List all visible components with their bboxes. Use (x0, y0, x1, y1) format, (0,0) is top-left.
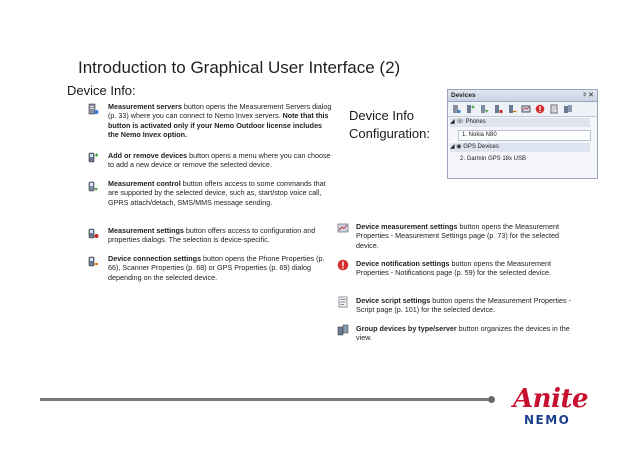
tree-group-label: Phones (465, 119, 486, 125)
panel-controls[interactable]: ᵖ ✕ (583, 92, 594, 99)
devices-panel (447, 89, 598, 179)
script-icon[interactable] (549, 104, 559, 114)
entry-text: button opens the Measurement Properties - Script page (p. 101) for the selected device. (356, 296, 571, 315)
device-measurement-settings-icon[interactable] (521, 104, 531, 114)
tree-group-phones[interactable] (450, 118, 590, 127)
entry-bold: Add or remove devices (108, 151, 188, 160)
entry-device-notification-settings (356, 259, 571, 278)
measurement-settings-icon[interactable] (493, 104, 503, 114)
device-measurement-settings-icon (337, 222, 349, 234)
entry-connection-settings (108, 254, 333, 282)
entry-text: button organizes the devices in the view. (356, 324, 570, 343)
gps-group-icon: ◉ (456, 144, 464, 150)
entry-bold: Measurement servers (108, 102, 182, 111)
entry-text: button opens the Phone Properties (p. 66), Scanner Properties (p. 68) or GPS Properties (p. 69) dialog depending on the selected device. (108, 254, 325, 282)
entry-group-devices (356, 324, 571, 343)
entry-add-remove-devices (108, 151, 333, 170)
entry-bold: Device connection settings (108, 254, 202, 263)
anite-logo: Anite (513, 384, 589, 414)
group-devices-icon[interactable] (563, 104, 573, 114)
measurement-control-icon (87, 180, 99, 192)
config-label-line2: Configuration: (349, 126, 430, 141)
phone-group-icon: ☏ (456, 119, 466, 125)
entry-text: button offers access to some commands that are supported by the selected device, such as, start/stop voice call, GPRS attach/detach, SMS/MMS message sending. (108, 179, 326, 207)
tree-group-gps[interactable] (450, 143, 590, 152)
server-icon (87, 103, 99, 115)
nemo-logo: NEMO (524, 413, 571, 427)
devices-toolbar (448, 102, 597, 117)
tree-item-nokia[interactable] (458, 130, 591, 141)
group-devices-icon (337, 324, 349, 336)
notification-icon (337, 259, 349, 271)
expand-arrow-icon[interactable]: ◢ (450, 119, 457, 125)
entry-text: button offers access to configuration and properties dialogs. The selection is device-specific. (108, 226, 316, 245)
tree-group-label: GPS Devices (463, 144, 499, 150)
entry-bold: Device notification settings (356, 259, 450, 268)
expand-arrow-icon[interactable]: ◢ (450, 144, 457, 150)
entry-text: button opens a menu where you can choose to add a new device or remove the selected device. (108, 151, 331, 170)
entry-bold: Measurement settings (108, 226, 184, 235)
device-info-config-label (349, 107, 430, 143)
entry-bold-note: Note that this button is activated only if your Nemo Outdoor license includes the Nemo Invex option. (108, 111, 329, 140)
config-label-line1: Device Info (349, 108, 415, 123)
entry-measurement-control (108, 179, 333, 207)
entry-text: button opens the Measurement Properties - Measurement Settings page (p. 73) for the selected device. (356, 222, 559, 250)
device-info-heading: Device Info: (67, 83, 136, 98)
connection-settings-icon (87, 255, 99, 267)
slide-title: Introduction to Graphical User Interface (2) (78, 58, 401, 77)
tree-item-garmin[interactable] (460, 155, 526, 164)
notification-icon[interactable] (535, 104, 545, 114)
devices-panel-title: Devices (451, 92, 476, 99)
tree-item-label: 2. Garmin GPS 18x USB (460, 156, 527, 162)
server-icon[interactable] (451, 104, 461, 114)
connection-settings-icon[interactable] (507, 104, 517, 114)
devices-panel-header (448, 90, 597, 102)
footer-divider-dot (488, 396, 495, 403)
entry-text: button opens the Measurement Servers dialog (p. 33) where you can connect to Nemo Invex servers. (108, 102, 332, 121)
measurement-control-icon[interactable] (479, 104, 489, 114)
entry-text: button opens the Measurement Properties - Notifications page (p. 59) for the selected device. (356, 259, 551, 278)
entry-bold: Group devices by type/server (356, 324, 457, 333)
entry-bold: Device measurement settings (356, 222, 458, 231)
tree-item-label: 1. Nokia N80 (462, 132, 497, 138)
entry-measurement-servers (108, 102, 333, 140)
add-remove-device-icon[interactable] (465, 104, 475, 114)
measurement-settings-icon (87, 227, 99, 239)
script-icon (337, 296, 349, 308)
footer-divider (40, 398, 492, 401)
entry-bold: Device script settings (356, 296, 431, 305)
entry-bold: Measurement control (108, 179, 181, 188)
entry-measurement-settings (108, 226, 333, 245)
entry-device-measurement-settings (356, 222, 571, 250)
add-remove-device-icon (87, 151, 99, 163)
entry-device-script-settings (356, 296, 571, 315)
